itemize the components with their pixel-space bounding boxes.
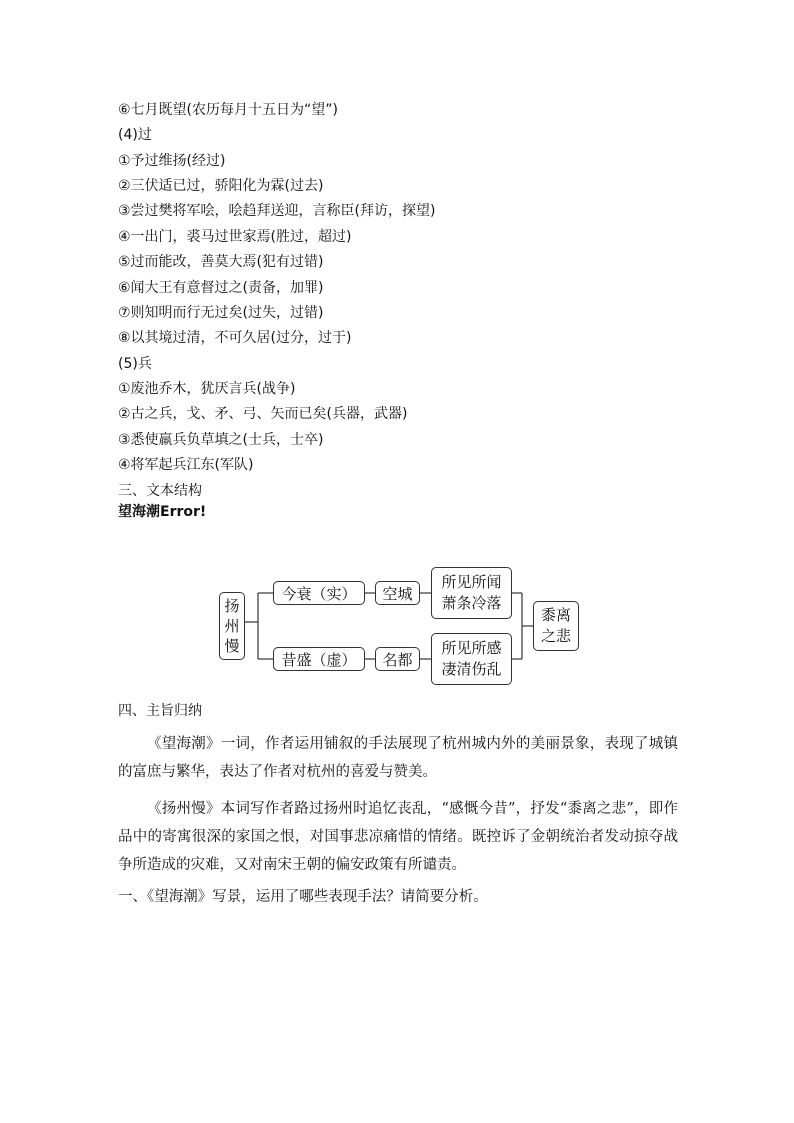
summary-paragraph-2: 《扬州慢》本词写作者路过扬州时追忆丧乱，“感慨今昔”，抒发“黍离之悲”，即作品中的寄寓很深的家国之恨，对国事悲凉痛惜的情绪。既控诉了金朝统治者发动掠夺战争所造成的灾难，又对南宋王朝的偏安政策有所谴责。 — [118, 801, 678, 873]
line-3: ①予过维扬(经过) — [118, 153, 226, 169]
diagram-bottom-mid-box: 名都 — [375, 647, 420, 671]
error-line: 望海潮Error! — [118, 504, 207, 520]
line-1: ⑥七月既望(农历每月十五日为“望”) — [118, 102, 338, 118]
line-2: (4)过 — [118, 127, 152, 143]
line-11: (5)兵 — [118, 356, 152, 372]
line-9: ⑦则知明而行无过矣(过失，过错) — [118, 305, 324, 321]
line-14: ③悉使羸兵负草填之(士兵，士卒) — [118, 432, 324, 448]
line-8: ⑥闻大王有意督过之(责备，加罪) — [118, 280, 324, 296]
line-7: ⑤过而能改，善莫大焉(犯有过错) — [118, 254, 324, 270]
question-1: 一、《望海潮》写景，运用了哪些表现手法？请简要分析。 — [118, 889, 488, 905]
diagram-top-right-box: 所见所闻萧条冷落 — [431, 567, 512, 619]
diagram-top-branch-box: 今衰（实） — [273, 581, 365, 605]
line-6: ④一出门，裘马过世家焉(胜过，超过) — [118, 229, 352, 245]
diagram-root-box: 扬州慢 — [219, 592, 245, 660]
line-10: ⑧以其境过清，不可久居(过分，过于) — [118, 330, 352, 346]
summary-paragraph-1: 《望海潮》一词，作者运用铺叙的手法展现了杭州城内外的美丽景象，表现了城镇的富庶与繁华，表达了作者对杭州的喜爱与赞美。 — [118, 736, 678, 780]
section4-heading: 四、主旨归纳 — [118, 703, 202, 719]
diagram-bottom-branch-box: 昔盛（虚） — [273, 647, 365, 671]
line-13: ②古之兵，戈、矛、弓、矢而已矣(兵器，武器) — [118, 406, 408, 422]
diagram-bottom-right-box: 所见所感凄清伤乱 — [431, 633, 512, 685]
diagram-top-mid-box: 空城 — [375, 581, 420, 605]
diagram-conclusion-box: 黍离之悲 — [533, 601, 579, 651]
line-15: ④将军起兵江东(军队) — [118, 457, 254, 473]
line-5: ③尝过樊将军哙，哙趋拜送迎，言称臣(拜访，探望) — [118, 203, 436, 219]
line-4: ②三伏适已过，骄阳化为霖(过去) — [118, 178, 324, 194]
section3-heading: 三、文本结构 — [118, 483, 202, 499]
line-12: ①废池乔木，犹厌言兵(战争) — [118, 381, 296, 397]
